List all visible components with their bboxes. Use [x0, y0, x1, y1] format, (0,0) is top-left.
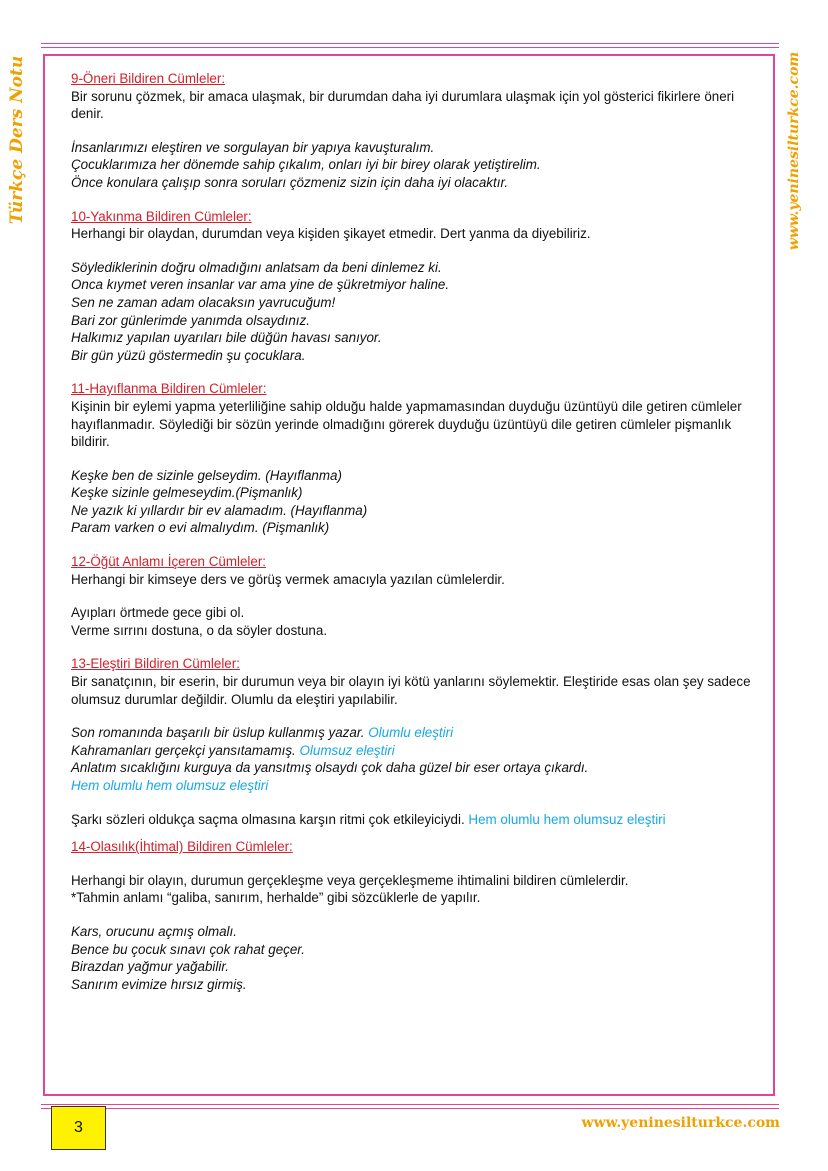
example-sentence: Ayıpları örtmede gece gibi ol. — [71, 605, 245, 621]
example-sentence: Söylediklerinin doğru olmadığını anlatsam da beni dinlemez ki. — [71, 259, 442, 275]
bottom-rule-2 — [41, 1108, 779, 1109]
bottom-rule-1 — [41, 1104, 779, 1105]
example-sentence: Sanırım evimize hırsız girmiş. — [71, 976, 247, 992]
example-sentence: Param varken o evi almalıydım. (Pişmanlık) — [71, 520, 330, 536]
example-sentence: Keşke ben de sizinle gelseydim. (Hayıflanma) — [71, 467, 342, 483]
example-sentence: Kars, orucunu açmış olmalı. — [71, 923, 237, 939]
example-line — [71, 811, 767, 829]
section-note: *Tahmin anlamı “galiba, sanırım, herhalde” gibi sözcüklerle de yapılır. — [71, 890, 481, 906]
top-rule-1 — [41, 43, 779, 44]
footer-url: www.yeninesilturkce.com — [581, 1115, 780, 1131]
section-heading: 9-Öneri Bildiren Cümleler: — [71, 71, 226, 86]
example-sentence: Önce konulara çalışıp sonra soruları çözmeniz sizin için daha iyi olacaktır. — [71, 174, 509, 190]
section-description: Bir sanatçının, bir eserin, bir durumun veya bir olayın iyi kötü yanlarını söylemektir. Eleştiride esas olan şey sadece olumsuz durumlar değildir. Olumlu da eleştiri yapılabilir. — [71, 674, 751, 707]
example-sentence: Verme sırrını dostuna, o da söyler dostuna. — [71, 622, 328, 638]
example-sentence: Bence bu çocuk sınavı çok rahat geçer. — [71, 941, 305, 957]
section-description: Bir sorunu çözmek, bir amaca ulaşmak, bir durumdan daha iyi durumlara ulaşmak için yol gösterici fikirlere öneri denir. — [71, 88, 735, 122]
example-sentence: Sen ne zaman adam olacaksın yavrucuğum! — [71, 294, 336, 310]
document-content — [71, 70, 767, 993]
example-line — [71, 759, 767, 777]
critique-type-label: Olumsuz eleştiri — [299, 742, 395, 758]
critique-type-label: Olumlu eleştiri — [368, 725, 454, 741]
critique-type-label: Hem olumlu hem olumsuz eleştiri — [468, 811, 666, 827]
side-title-left: Türkçe Ders Notu — [7, 55, 27, 225]
example-line — [71, 777, 767, 795]
page-number-box — [51, 1106, 106, 1150]
example-sentence: Onca kıymet veren insanlar var ama yine de şükretmiyor haline. — [71, 277, 450, 293]
section-heading: 12-Öğüt Anlamı İçeren Cümleler: — [71, 554, 266, 570]
example-sentence: Kahramanları gerçekçi yansıtamamış. — [71, 742, 296, 758]
example-sentence: Son romanında başarılı bir üslup kullanmış yazar. — [71, 725, 365, 741]
example-line — [71, 742, 767, 760]
example-sentence: Çocuklarımıza her dönemde sahip çıkalım, onları iyi bir birey olarak yetiştirelim. — [71, 157, 541, 173]
example-sentence: Halkımız yapılan uyarıları bile düğün havası sanıyor. — [71, 330, 382, 346]
section-description: Herhangi bir olaydan, durumdan veya kişiden şikayet etmedir. Dert yanma da diyebiliriz. — [71, 226, 591, 242]
section-heading: 11-Hayıflanma Bildiren Cümleler: — [71, 381, 267, 397]
section-heading: 10-Yakınma Bildiren Cümleler: — [71, 208, 252, 224]
example-sentence: Ne yazık ki yıllardır bir ev alamadım. (Hayıflanma) — [71, 502, 368, 518]
example-sentence: Keşke sizinle gelmeseydim.(Pişmanlık) — [71, 485, 303, 501]
side-url-right: www.yeninesilturkce.com — [786, 51, 802, 251]
example-sentence: İnsanlarımızı eleştiren ve sorgulayan bir yapıya kavuşturalım. — [71, 139, 435, 155]
section-heading: 13-Eleştiri Bildiren Cümleler: — [71, 656, 240, 672]
section-description: Herhangi bir kimseye ders ve görüş vermek amacıyla yazılan cümlelerdir. — [71, 571, 505, 587]
example-line — [71, 724, 767, 742]
example-sentence: Bir gün yüzü göstermedin şu çocuklara. — [71, 347, 306, 363]
critique-type-label: Hem olumlu hem olumsuz eleştiri — [71, 778, 269, 793]
example-sentence: Anlatım sıcaklığını kurguya da yansıtmış olsaydı çok daha güzel bir eser ortaya çıkardı. — [71, 760, 589, 776]
example-sentence: Bari zor günlerimde yanımda olsaydınız. — [71, 312, 310, 328]
page-number: 3 — [74, 1119, 83, 1136]
section-heading: 14-Olasılık(İhtimal) Bildiren Cümleler: — [71, 839, 293, 855]
top-rule-2 — [41, 47, 779, 48]
section-description: Herhangi bir olayın, durumun gerçekleşme veya gerçekleşmeme ihtimalini bildiren cümlelerdir. — [71, 872, 629, 888]
section-description: Kişinin bir eylemi yapma yeterliliğine sahip olduğu halde yapmamasından duyduğu üzüntüyü dile getiren cümleler hayıflanmadır. Söylediği bir sözün yerinde olmadığını görerek duyduğu üzüntüyü dile getiren cümleler pişmanlık bildirir. — [71, 398, 742, 450]
example-sentence: Birazdan yağmur yağabilir. — [71, 959, 230, 975]
example-sentence: Şarkı sözleri oldukça saçma olmasına karşın ritmi çok etkileyiciydi. — [71, 811, 465, 827]
